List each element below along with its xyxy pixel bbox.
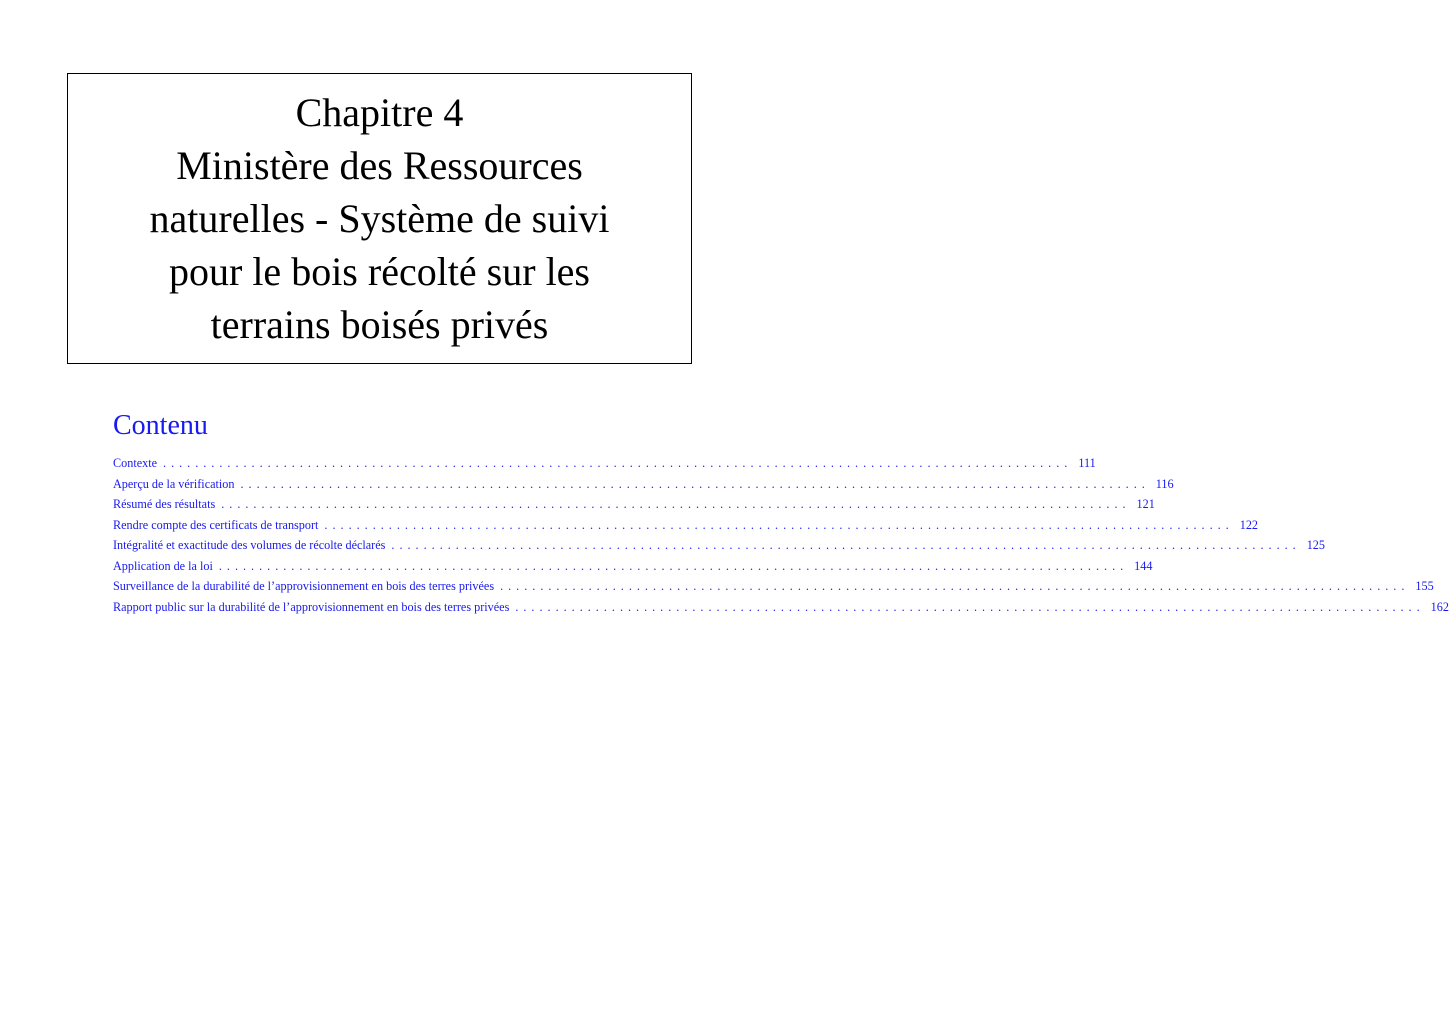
chapter-title-line: Chapitre 4 [295, 90, 464, 135]
toc-entry-page: 111 [1078, 456, 1096, 470]
chapter-title-box [67, 73, 692, 364]
chapter-title-line: naturelles - Système de suivi [149, 196, 610, 241]
toc-entry-label: Rendre compte des certificats de transport [113, 517, 319, 532]
toc-entry-label: Application de la loi [113, 558, 213, 573]
toc-heading: Contenu [113, 410, 208, 441]
toc-entry-label: Surveillance de la durabilité de l’approvisionnement en bois des terres privées [113, 579, 495, 593]
toc-entry-apercu[interactable] [113, 476, 1174, 498]
chapter-title-line: terrains boisés privés [210, 302, 549, 347]
toc-entry-integralite[interactable] [113, 538, 1325, 559]
toc-entry-certificats[interactable] [113, 517, 1258, 539]
toc-entry-rapport-public[interactable] [113, 599, 1449, 621]
chapter-title-line: pour le bois récolté sur les [169, 249, 590, 294]
toc-leader-dots: ................................................................................................................. [221, 497, 1131, 511]
toc-entry-application[interactable] [113, 558, 1153, 580]
toc-entry-label: Résumé des résultats [113, 497, 216, 511]
toc-entry-resume[interactable] [113, 497, 1155, 518]
toc-entry-page: 121 [1136, 497, 1155, 511]
toc-entry-label: Rapport public sur la durabilité de l’approvisionnement en bois des terres privées [113, 599, 510, 614]
toc-entry-label: Intégralité et exactitude des volumes de récolte déclarés [113, 538, 386, 552]
chapter-title-line: Ministère des Ressources [176, 143, 583, 188]
toc-entry-label: Contexte [113, 456, 158, 470]
toc-leader-dots: ................................................................................................................. [515, 599, 1425, 614]
toc-entry-page: 144 [1134, 558, 1153, 573]
toc-entry-page: 125 [1306, 538, 1325, 552]
toc-leader-dots: ................................................................................................................. [218, 558, 1129, 573]
toc-entry-contexte[interactable] [113, 456, 1096, 477]
toc-entry-page: 116 [1155, 476, 1174, 491]
toc-entry-page: 122 [1239, 517, 1258, 532]
toc-leader-dots: ................................................................................................................. [391, 538, 1301, 552]
toc-entry-page: 155 [1415, 579, 1434, 593]
table-of-contents [113, 456, 1449, 620]
toc-entry-page: 162 [1430, 599, 1449, 614]
toc-entry-surveillance[interactable] [113, 579, 1434, 600]
toc-leader-dots: ................................................................................................................. [163, 456, 1073, 470]
toc-leader-dots: ................................................................................................................. [500, 579, 1410, 593]
toc-entry-label: Aperçu de la vérification [113, 476, 235, 491]
toc-leader-dots: ................................................................................................................. [324, 517, 1234, 532]
toc-leader-dots: ................................................................................................................. [240, 476, 1150, 491]
